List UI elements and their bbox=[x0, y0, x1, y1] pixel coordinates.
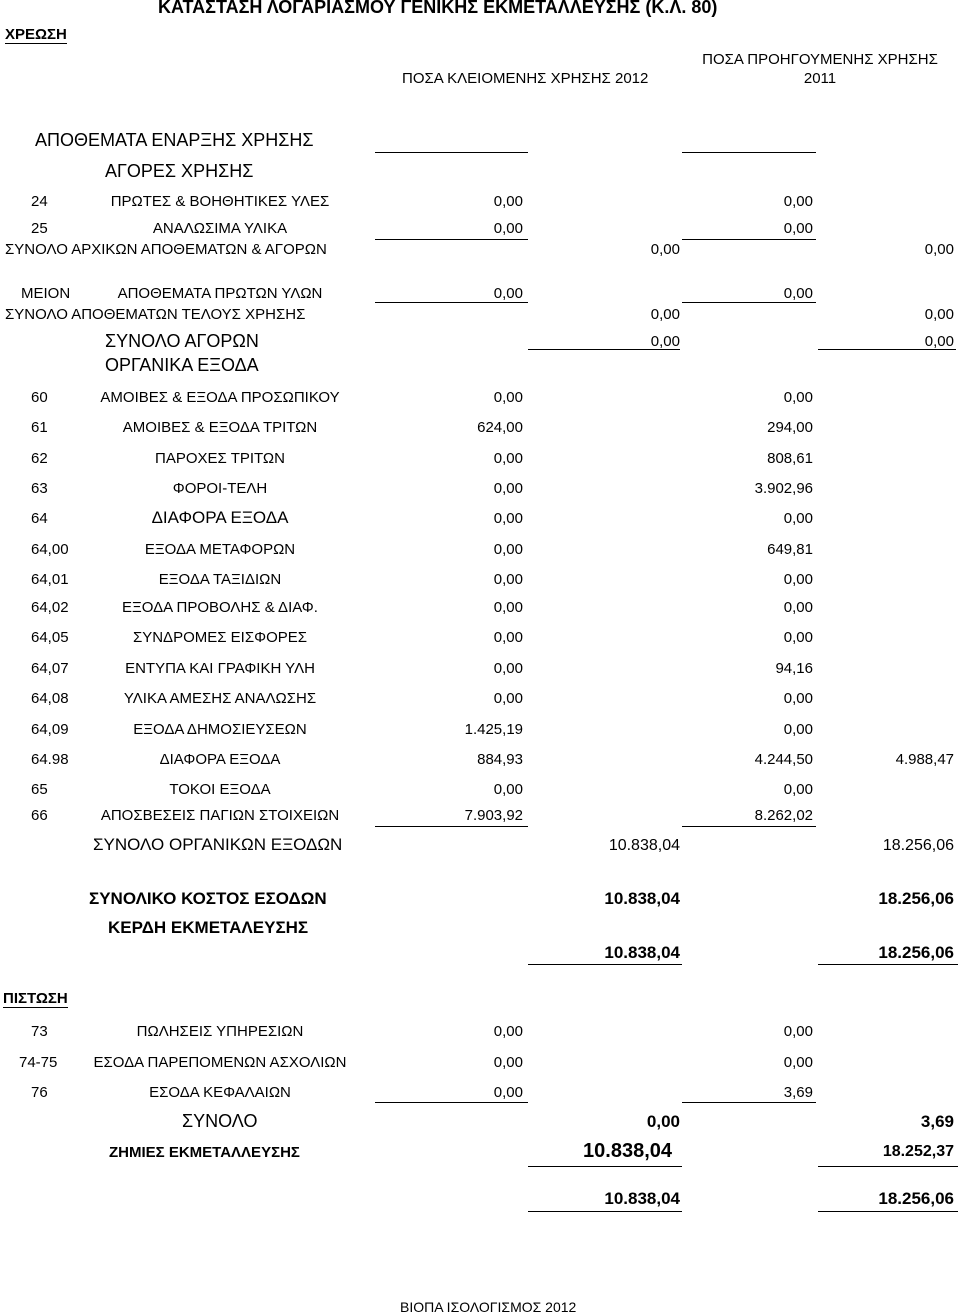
row-label: ΠΡΩΤΕΣ & ΒΟΗΘΗΤΙΚΕΣ ΥΛΕΣ bbox=[110, 193, 330, 210]
total-purchases-label: ΣΥΝΟΛΟ ΑΓΟΡΩΝ bbox=[105, 331, 259, 351]
underline-cur bbox=[375, 152, 528, 153]
sub-row-cur: 0,00 bbox=[493, 690, 523, 707]
underline-profit-cur bbox=[528, 964, 682, 965]
credit-row-code: 76 bbox=[31, 1084, 48, 1101]
row-cur: 7.903,92 bbox=[464, 807, 523, 824]
row-code: 25 bbox=[31, 220, 48, 237]
sub-row-code: 64,09 bbox=[31, 721, 69, 738]
total-initial-cur: 0,00 bbox=[650, 241, 680, 258]
cost-total-cur: 10.838,04 bbox=[604, 889, 680, 908]
underline-cur bbox=[375, 302, 528, 303]
col-prev-header-2: 2011 bbox=[803, 70, 837, 87]
credit-total-label: ΣΥΝΟΛΟ bbox=[182, 1111, 258, 1131]
minus-code: ΜΕΙΟΝ bbox=[21, 285, 71, 302]
expenses-total-label: ΣΥΝΟΛΟ ΟΡΓΑΝΙΚΩΝ ΕΞΟΔΩΝ bbox=[93, 835, 343, 854]
sub-row-prev: 0,00 bbox=[783, 690, 813, 707]
credit-row-prev: 3,69 bbox=[783, 1084, 813, 1101]
underline-total-prev bbox=[818, 349, 956, 350]
sub-row-label: ΣΥΝΔΡΟΜΕΣ ΕΙΣΦΟΡΕΣ bbox=[132, 629, 308, 646]
sub-row-code: 64,02 bbox=[31, 599, 69, 616]
row-code: 61 bbox=[31, 419, 48, 436]
underline-prev bbox=[682, 152, 816, 153]
underline-prev bbox=[682, 1102, 816, 1103]
row-cur: 624,00 bbox=[477, 419, 523, 436]
sub-row-code: 64,08 bbox=[31, 690, 69, 707]
underline-total-cur bbox=[528, 349, 680, 350]
sub-row-label: ΕΞΟΔΑ ΔΗΜΟΣΙΕΥΣΕΩΝ bbox=[133, 721, 307, 738]
row-code: 24 bbox=[31, 193, 48, 210]
minus-label: ΑΠΟΘΕΜΑΤΑ ΠΡΩΤΩΝ ΥΛΩΝ bbox=[117, 285, 323, 302]
sub-row-code: 64,05 bbox=[31, 629, 69, 646]
credit-total-cur: 0,00 bbox=[646, 1112, 680, 1131]
sub-row-cur: 1.425,19 bbox=[464, 721, 523, 738]
sub-row-cur: 0,00 bbox=[493, 660, 523, 677]
credit-row-label: ΕΣΟΔΑ ΠΑΡΕΠΟΜΕΝΩΝ ΑΣΧΟΛΙΩΝ bbox=[93, 1054, 347, 1071]
underline-cur bbox=[375, 826, 528, 827]
row-prev: 0,00 bbox=[783, 193, 813, 210]
total-purchases-prev: 0,00 bbox=[924, 333, 954, 350]
sub-row-prev: 0,00 bbox=[783, 571, 813, 588]
sub-row-cur: 0,00 bbox=[493, 571, 523, 588]
sub-row-cur: 0,00 bbox=[493, 599, 523, 616]
credit-row-prev: 0,00 bbox=[783, 1023, 813, 1040]
credit-row-cur: 0,00 bbox=[493, 1054, 523, 1071]
credit-row-cur: 0,00 bbox=[493, 1084, 523, 1101]
row-label: ΑΠΟΣΒΕΣΕΙΣ ΠΑΓΙΩΝ ΣΤΟΙΧΕΙΩΝ bbox=[100, 807, 340, 824]
row-label: ΔΙΑΦΟΡΑ ΕΞΟΔΑ bbox=[151, 508, 289, 527]
row-code: 63 bbox=[31, 480, 48, 497]
sub-row-label: ΕΞΟΔΑ ΜΕΤΑΦΟΡΩΝ bbox=[144, 541, 296, 558]
page-title: ΚΑΤΑΣΤΑΣΗ ΛΟΓΑΡΙΑΣΜΟΥ ΓΕΝΙΚΗΣ ΕΚΜΕΤΑΛΛΕΥΣΗΣ (Κ.Λ. 80) bbox=[158, 0, 718, 17]
row-cur: 0,00 bbox=[493, 480, 523, 497]
row-prev: 294,00 bbox=[767, 419, 813, 436]
credit-row-code: 73 bbox=[31, 1023, 48, 1040]
expenses-section-label: ΟΡΓΑΝΙΚΑ ΕΞΟΔΑ bbox=[105, 355, 259, 375]
row-code: 64 bbox=[31, 510, 48, 527]
sub-row-cur: 0,00 bbox=[493, 629, 523, 646]
opening-stock-label: ΑΠΟΘΕΜΑΤΑ ΕΝΑΡΞΗΣ ΧΡΗΣΗΣ bbox=[35, 130, 314, 150]
row-prev: 0,00 bbox=[783, 389, 813, 406]
credit-row-code: 74-75 bbox=[19, 1054, 58, 1071]
grand-total-prev: 18.256,06 bbox=[878, 1189, 954, 1208]
sub-row-prev: 0,00 bbox=[783, 721, 813, 738]
underline-grand-prev bbox=[818, 1211, 958, 1212]
credit-total-prev: 3,69 bbox=[920, 1112, 954, 1131]
row-label: ΤΟΚΟΙ ΕΞΟΔΑ bbox=[169, 781, 271, 798]
minus-prev: 0,00 bbox=[783, 285, 813, 302]
row-label: ΑΜΟΙΒΕΣ & ΕΞΟΔΑ ΠΡΟΣΩΠΙΚΟΥ bbox=[100, 389, 340, 406]
total-closing-prev: 0,00 bbox=[924, 306, 954, 323]
row-label: ΑΜΟΙΒΕΣ & ΕΞΟΔΑ ΤΡΙΤΩΝ bbox=[122, 419, 318, 436]
underline-cur bbox=[375, 239, 528, 240]
total-closing-cur: 0,00 bbox=[650, 306, 680, 323]
sub-row-label: ΔΙΑΦΟΡΑ ΕΞΟΔΑ bbox=[159, 751, 281, 768]
credit-row-prev: 0,00 bbox=[783, 1054, 813, 1071]
sub-row-prev: 649,81 bbox=[767, 541, 813, 558]
row-cur: 0,00 bbox=[493, 510, 523, 527]
underline-prev bbox=[682, 239, 816, 240]
row-label: ΦΟΡΟΙ-ΤΕΛΗ bbox=[172, 480, 268, 497]
credit-row-label: ΕΣΟΔΑ ΚΕΦΑΛΑΙΩΝ bbox=[149, 1084, 291, 1101]
col-current-header: ΠΟΣΑ ΚΛΕΙΟΜΕΝΗΣ ΧΡΗΣΗΣ 2012 bbox=[402, 70, 649, 87]
profit-cur: 10.838,04 bbox=[604, 943, 680, 962]
row-code: 66 bbox=[31, 807, 48, 824]
purchases-label: ΑΓΟΡΕΣ ΧΡΗΣΗΣ bbox=[105, 161, 254, 181]
underline-grand-cur bbox=[528, 1211, 682, 1212]
sub-row-prev: 0,00 bbox=[783, 629, 813, 646]
credit-row-label: ΠΩΛΗΣΕΙΣ ΥΠΗΡΕΣΙΩΝ bbox=[136, 1023, 304, 1040]
sub-row-label: ΕΝΤΥΠΑ ΚΑΙ ΓΡΑΦΙΚΗ ΥΛΗ bbox=[125, 660, 315, 677]
row-cur: 0,00 bbox=[493, 220, 523, 237]
row-prev: 3.902,96 bbox=[754, 480, 813, 497]
sub-row-code: 64.98 bbox=[31, 751, 69, 768]
sub-row-label: ΥΛΙΚΑ ΑΜΕΣΗΣ ΑΝΑΛΩΣΗΣ bbox=[123, 690, 317, 707]
sub-row-code: 64,07 bbox=[31, 660, 69, 677]
underline-losses-prev bbox=[818, 1166, 958, 1167]
total-closing-label: ΣΥΝΟΛΟ ΑΠΟΘΕΜΑΤΩΝ ΤΕΛΟΥΣ ΧΡΗΣΗΣ bbox=[5, 306, 306, 323]
col-prev-header-1: ΠΟΣΑ ΠΡΟΗΓΟΥΜΕΝΗΣ ΧΡΗΣΗΣ bbox=[702, 51, 938, 68]
underline-losses-cur bbox=[528, 1166, 682, 1167]
expenses-total-prev: 18.256,06 bbox=[882, 837, 954, 854]
row-prev: 8.262,02 bbox=[754, 807, 813, 824]
total-purchases-cur: 0,00 bbox=[650, 333, 680, 350]
sub-row-label: ΕΞΟΔΑ ΠΡΟΒΟΛΗΣ & ΔΙΑΦ. bbox=[122, 599, 318, 616]
sub-row-subtotal-prev: 4.988,47 bbox=[895, 751, 954, 768]
expenses-total-cur: 10.838,04 bbox=[608, 837, 680, 854]
row-label: ΑΝΑΛΩΣΙΜΑ ΥΛΙΚΑ bbox=[152, 220, 288, 237]
losses-label: ΖΗΜΙΕΣ ΕΚΜΕΤΑΛΛΕΥΣΗΣ bbox=[109, 1144, 300, 1161]
profit-prev: 18.256,06 bbox=[878, 943, 954, 962]
total-initial-label: ΣΥΝΟΛΟ ΑΡΧΙΚΩΝ ΑΠΟΘΕΜΑΤΩΝ & ΑΓΟΡΩΝ bbox=[5, 241, 327, 258]
cost-total-label: ΣΥΝΟΛΙΚΟ ΚΟΣΤΟΣ ΕΣΟΔΩΝ bbox=[89, 889, 327, 908]
underline-prev bbox=[682, 302, 816, 303]
total-initial-prev: 0,00 bbox=[924, 241, 954, 258]
sub-row-prev: 0,00 bbox=[783, 599, 813, 616]
row-code: 60 bbox=[31, 389, 48, 406]
row-prev: 808,61 bbox=[767, 450, 813, 467]
row-prev: 0,00 bbox=[783, 781, 813, 798]
sub-row-label: ΕΞΟΔΑ ΤΑΞΙΔΙΩΝ bbox=[158, 571, 282, 588]
debit-side-label: ΧΡΕΩΣΗ bbox=[5, 26, 67, 43]
row-code: 65 bbox=[31, 781, 48, 798]
row-code: 62 bbox=[31, 450, 48, 467]
row-cur: 0,00 bbox=[493, 450, 523, 467]
row-cur: 0,00 bbox=[493, 193, 523, 210]
row-label: ΠΑΡΟΧΕΣ ΤΡΙΤΩΝ bbox=[155, 450, 285, 467]
underline-profit-prev bbox=[818, 964, 958, 965]
row-cur: 0,00 bbox=[493, 781, 523, 798]
credit-side-label: ΠΙΣΤΩΣΗ bbox=[3, 990, 68, 1007]
losses-cur: 10.838,04 bbox=[583, 1140, 672, 1162]
sub-row-prev: 4.244,50 bbox=[754, 751, 813, 768]
underline-cur bbox=[375, 1102, 528, 1103]
sub-row-cur: 0,00 bbox=[493, 541, 523, 558]
sub-row-cur: 884,93 bbox=[477, 751, 523, 768]
sub-row-prev: 94,16 bbox=[775, 660, 813, 677]
profit-label: ΚΕΡΔΗ ΕΚΜΕΤΑΛΕΥΣΗΣ bbox=[108, 918, 309, 937]
minus-cur: 0,00 bbox=[493, 285, 523, 302]
credit-row-cur: 0,00 bbox=[493, 1023, 523, 1040]
footer-label: ΒΙΟΠΑ ΙΣΟΛΟΓΙΣΜΟΣ 2012 bbox=[400, 1299, 577, 1315]
cost-total-prev: 18.256,06 bbox=[878, 889, 954, 908]
row-prev: 0,00 bbox=[783, 220, 813, 237]
grand-total-cur: 10.838,04 bbox=[604, 1189, 680, 1208]
row-prev: 0,00 bbox=[783, 510, 813, 527]
underline-prev bbox=[682, 826, 816, 827]
sub-row-code: 64,01 bbox=[31, 571, 69, 588]
losses-prev: 18.252,37 bbox=[882, 1143, 954, 1160]
row-cur: 0,00 bbox=[493, 389, 523, 406]
sub-row-code: 64,00 bbox=[31, 541, 69, 558]
